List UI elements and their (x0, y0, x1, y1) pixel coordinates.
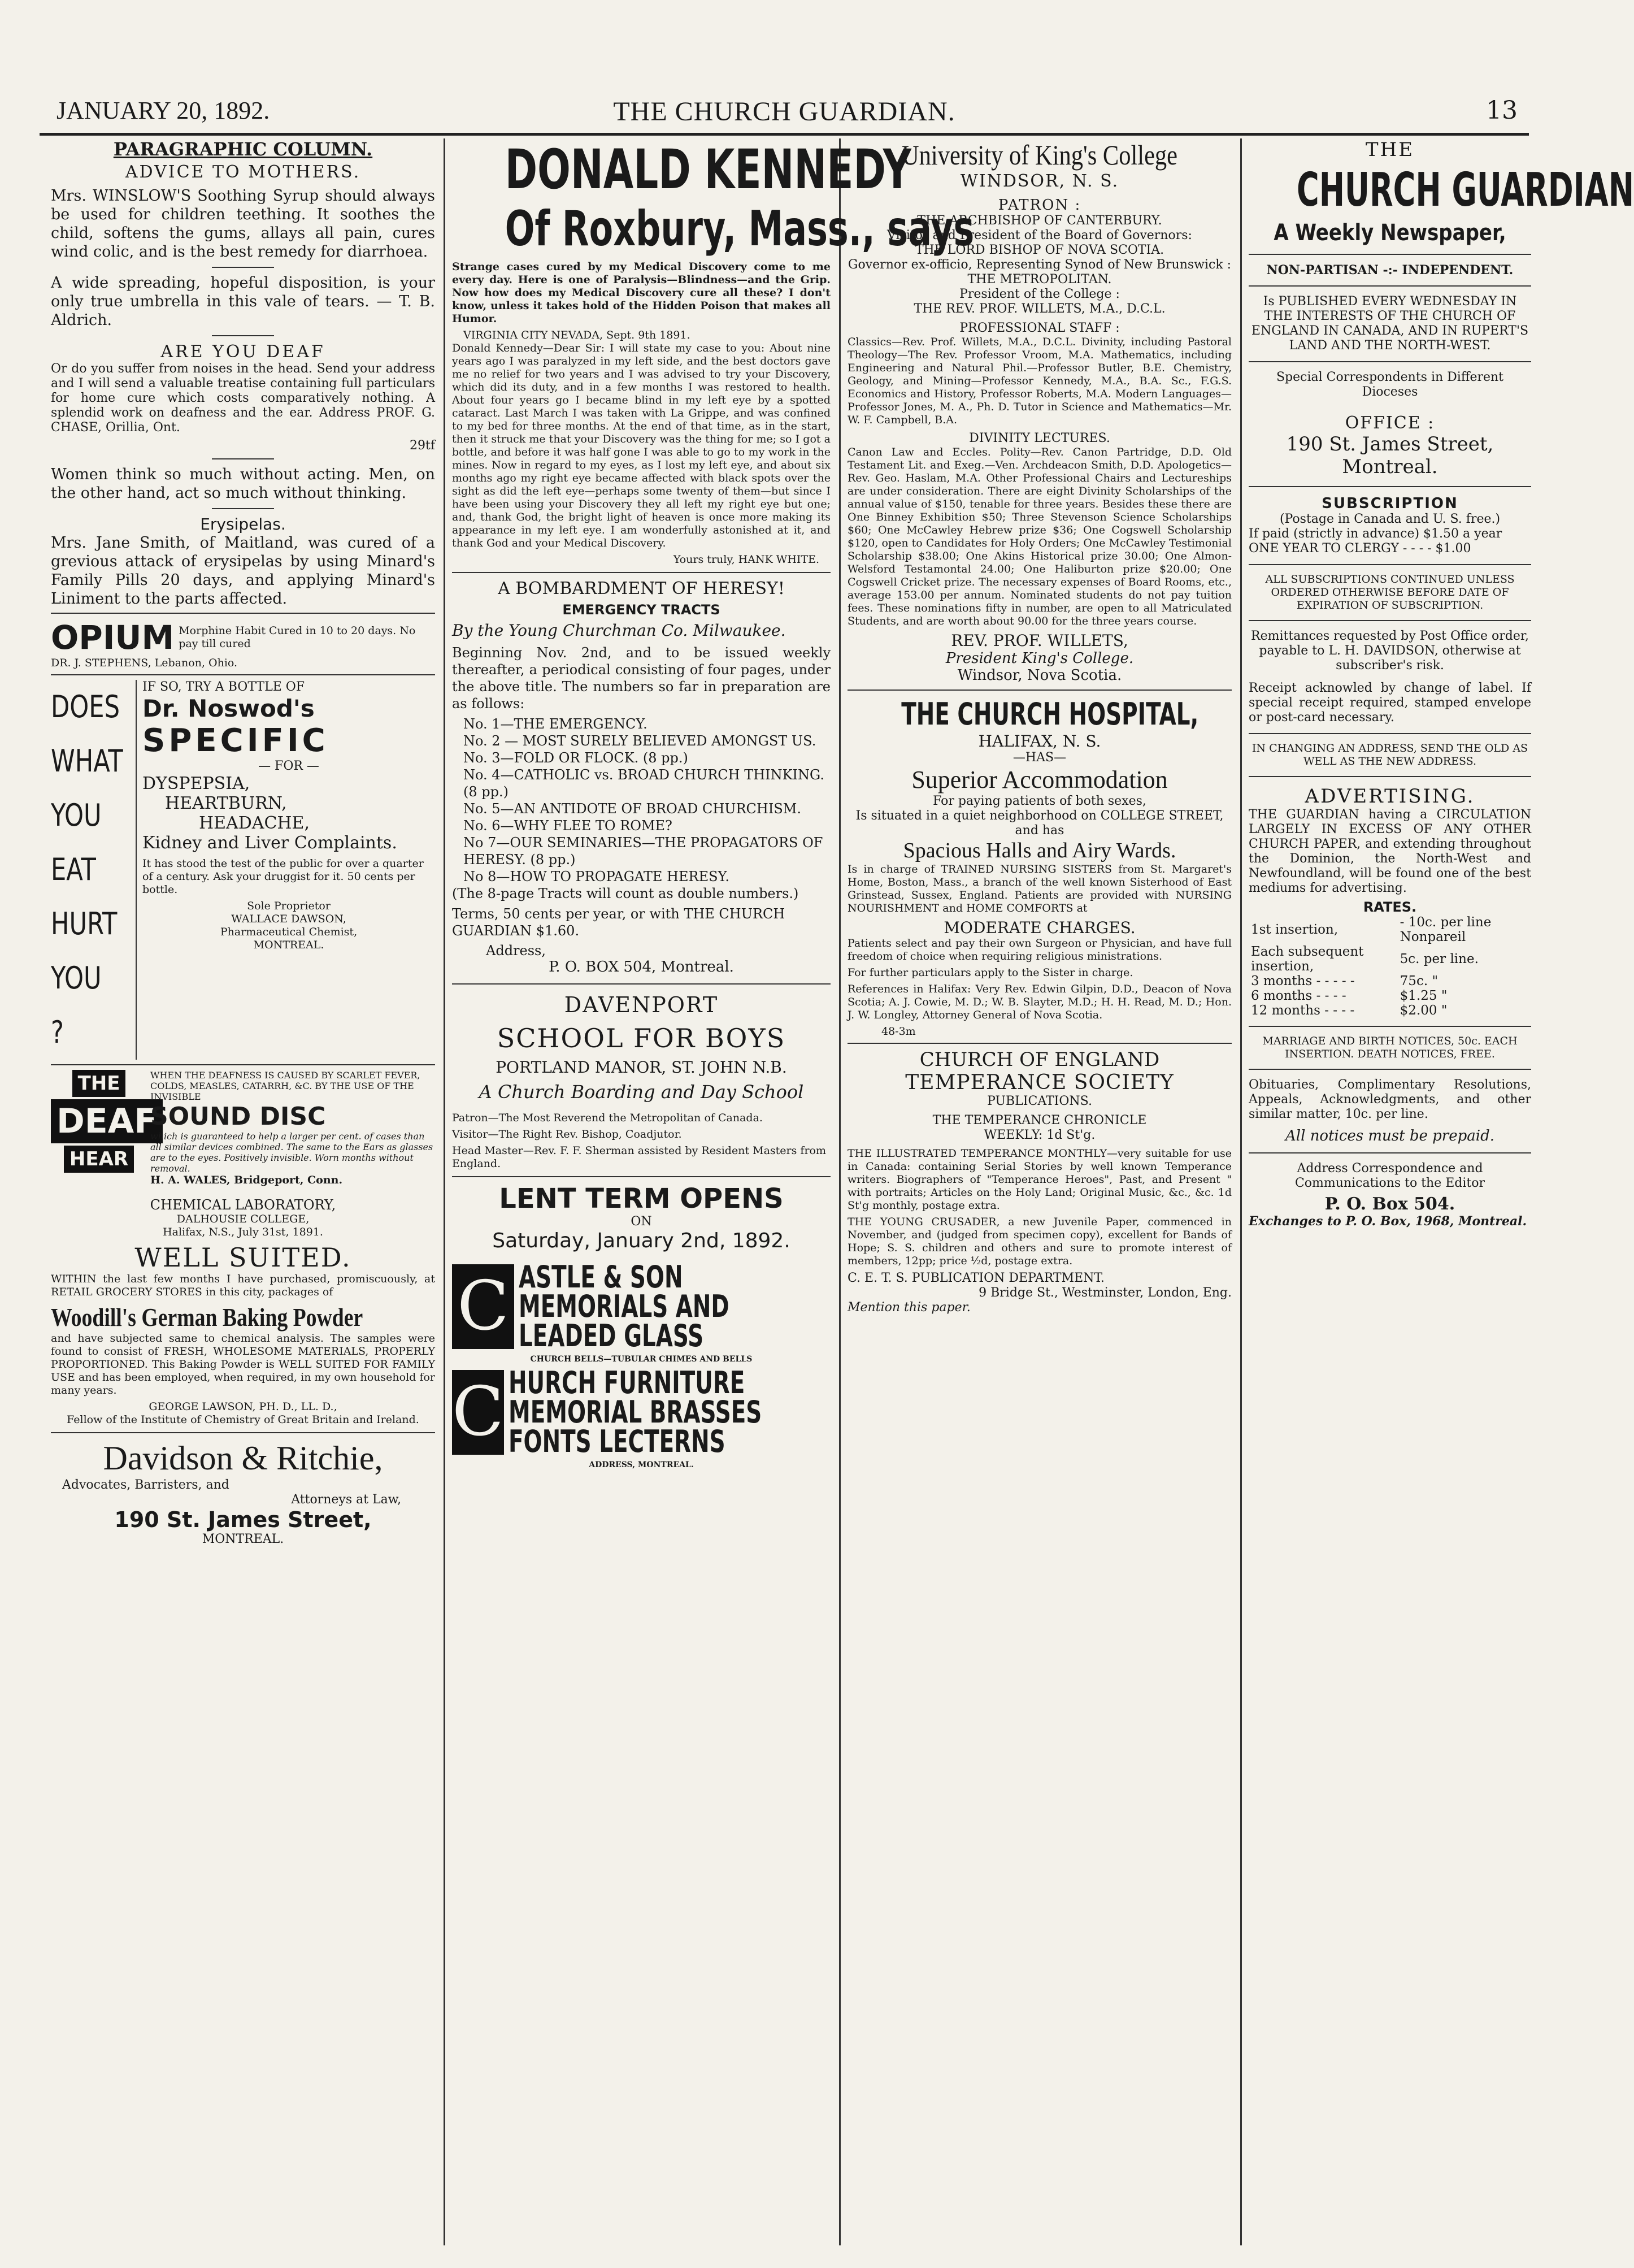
bishop-value: THE LORD BISHOP OF NOVA SCOTIA. (915, 243, 1164, 257)
all-subs-text: ALL SUBSCRIPTIONS CONTINUED UNLESS ORDERED OTHERWISE BEFORE DATE OF EXPIRATION OF SUBSCRIPTION. (1265, 573, 1515, 612)
erysipelas-title: Erysipelas. (200, 515, 286, 534)
church-line: HURCH FURNITURE (508, 1365, 745, 1400)
patron-value: THE ARCHBISHOP OF CANTERBURY. (917, 214, 1162, 228)
woodill-text: and have subjected same to chemical analysis. The samples were found to consist of FRESH, WHOLESOME MATERIALS, PROPERLY PROPORTIONED. This Baking Powder is WELL SUITED FOR FAMILY USE and has been employed, when required, in my own household for many years. (51, 1332, 435, 1397)
chemical-lab-sub: DALHOUSIE COLLEGE, (176, 1213, 310, 1225)
list-item: No. 5—AN ANTIDOTE OF BROAD CHURCHISM. (463, 801, 801, 817)
separator (212, 267, 274, 268)
weekly-line: WEEKLY: 1d St'g. (984, 1128, 1096, 1142)
column-1 (51, 138, 435, 2257)
rates-table (1249, 915, 1531, 1018)
advertising-heading: ADVERTISING. (1305, 785, 1475, 808)
eat-word: EAT (51, 852, 96, 887)
receipt-text: Receipt acknowled by change of label. If special receipt required, stamped envelope or post-card necessary. (1249, 681, 1531, 725)
sound-disc-text: which is guaranteed to help a larger per cent. of cases than all similar devices combined. The same to the Ears as glasses are to the eyes. Positively invisible. Worn months without removal. (150, 1131, 433, 1174)
kennedy-text: Strange cases cured by my Medical Discovery come to me every day. Here is one of Paralysis—Blindness—and the Grip. Now how does my Medical Discovery cure all these? I don't know, unless it takes hold of the Hidden Poison that makes all Humor. (452, 261, 831, 325)
office-address: 190 St. James Street, Montreal. (1286, 433, 1494, 478)
address-correspondence: Address Correspondence and Communications to the Editor (1294, 1161, 1485, 1190)
has-line: —HAS— (1012, 751, 1067, 765)
davenport-title: DAVENPORT (564, 992, 719, 1017)
mention-line: Mention this paper. (848, 1300, 971, 1315)
noswod-item: Kidney and Liver Complaints. (142, 833, 397, 853)
well-suited-title: WELL SUITED. (134, 1242, 351, 1273)
opium-text: Morphine Habit Cured in 10 to 20 days. No pay till cured (179, 625, 416, 650)
column-divider (444, 138, 445, 2245)
windsor-line: WINDSOR, N. S. (960, 171, 1119, 191)
chemical-lab-date: Halifax, N.S., July 31st, 1891. (163, 1226, 323, 1238)
surgeon-text: Patients select and pay their own Surgeon or Physician, and have full freedom of choice when requiring religious ministrations. (848, 937, 1232, 962)
heresy-intro: Beginning Nov. 2nd, and to be issued weekly thereafter, a periodical consisting of four pages, under the above title. The numbers so far in preparation are as follows: (452, 645, 831, 712)
tracts-list (452, 715, 831, 885)
deaf-text: Or do you suffer from noises in the head. Send your address and I will send a valuable treatise containing full particulars for home cure which costs comparatively nothing. A splendid work on deafness and the ear. Address PROF. G. CHASE, Orillia, Ont. (51, 362, 435, 435)
davidson-address: 190 St. James Street, (114, 1507, 372, 1532)
does-what-column (51, 680, 137, 1060)
deaf-word: DEAF (51, 1099, 163, 1143)
noswod-ad (51, 680, 435, 1060)
church-line: MEMORIAL BRASSES (508, 1394, 762, 1430)
kennedy-name: DONALD KENNEDY (505, 138, 911, 201)
rates-heading: RATES. (1363, 899, 1417, 915)
issue-date: JANUARY 20, 1892. (57, 97, 270, 124)
sound-disc-title: SOUND DISC (150, 1102, 326, 1131)
masthead-title: THE CHURCH GUARDIAN. (613, 97, 955, 127)
table-row (1249, 915, 1531, 944)
divinity-text: Canon Law and Eccles. Polity—Rev. Canon Partridge, D.D. Old Testament Lit. and Exeg.—Ven. Archdeacon Smith, D.D. Apologetics—Rev. Geo. Haslam, M.A. Other Professional Chairs and Lectureships are under consideration. There are eight Divinity Scholarships of the annual value of $150, tenable for three years. Besides these there are One Binney Exhibition $50; Three Stevenson Science Scholarships $60; One McCawley Hebrew prize $36; One Cogswell Scholarship $120, open to Candidates for Holy Orders; One McCawley Testimonial Scholarship $38.00; One Akins Historical prize 30.00; One Almon-Welsford Testamontal 24.00; One Haliburton prize $20.00; One Cogswell Cricket prize. The necessary expenses of Board Rooms, etc., average 153.00 per annum. Nominated students do not pay tuition fees. These nominations fifty in number, are open to all Matriculated Students, and are worth about 90.00 for the three years course. (848, 446, 1232, 627)
metropolitan-value: THE METROPOLITAN. (967, 272, 1112, 287)
if-paid-line: If paid (strictly in advance) $1.50 a year (1249, 527, 1502, 541)
table-row (1249, 974, 1531, 988)
noswod-item: HEADACHE, (199, 813, 310, 833)
hospital-title-wrap (848, 696, 1232, 732)
noswod-chemist: Pharmaceutical Chemist, (220, 926, 358, 938)
table-cell: Each subsequent insertion, (1251, 944, 1364, 974)
column-3 (848, 138, 1232, 2257)
table-row (1249, 944, 1531, 974)
noswod-intro: IF SO, TRY A BOTTLE OF (142, 680, 305, 694)
table-row (1249, 988, 1531, 1003)
kings-title: University of King's College (901, 139, 1178, 171)
does-word: DOES (51, 689, 120, 725)
cofe-line: CHURCH OF ENGLAND (919, 1048, 1160, 1071)
noswod-text: It has stood the test of the public for over a quarter of a century. Ask your druggist for it. 50 cents per bottle. (142, 857, 424, 896)
roxbury-text: Of Roxbury, Mass., says (505, 201, 975, 257)
marriage-text: MARRIAGE AND BIRTH NOTICES, 50c. EACH INSERTION. DEATH NOTICES, FREE. (1262, 1035, 1518, 1060)
opium-address: DR. J. STEPHENS, Lebanon, Ohio. (51, 657, 238, 669)
what-word: WHAT (51, 743, 123, 779)
saturday-line: Saturday, January 2nd, 1892. (492, 1229, 790, 1252)
visitor-line: Visitor—The Right Rev. Bishop, Coadjutor. (452, 1128, 682, 1140)
table-cell: 75c. " (1400, 974, 1439, 988)
table-cell: $2.00 " (1400, 1003, 1448, 1018)
changing-text: IN CHANGING AN ADDRESS, SEND THE OLD AS WELL AS THE NEW ADDRESS. (1251, 742, 1528, 767)
list-item: No. 6—WHY FLEE TO ROME? (463, 818, 672, 834)
table-cell: - 10c. per line Nonpareil (1400, 915, 1492, 944)
davidson-sub2: Attorneys at Law, (291, 1493, 401, 1507)
church-furniture-ad (452, 1365, 831, 1459)
separator (212, 508, 274, 509)
weekly-newspaper: A Weekly Newspaper, (1274, 220, 1506, 246)
separator (212, 458, 274, 459)
list-item: No. 3—FOLD OR FLOCK. (8 pp.) (463, 750, 688, 766)
table-row (1249, 1003, 1531, 1018)
heresy-note: (The 8-page Tracts will count as double numbers.) (452, 886, 799, 901)
women-text: Women think so much without acting. Men, on the other hand, act so much without thinking. (51, 466, 435, 502)
noswod-item: HEARTBURN, (165, 793, 287, 813)
patron-line: Patron—The Most Reverend the Metropolitan of Canada. (452, 1112, 763, 1124)
opium-word: OPIUM (51, 618, 175, 657)
hurt-word: HURT (51, 906, 118, 942)
table-cell: 12 months - - - - (1251, 1003, 1355, 1018)
list-item: No. 2 — MOST SURELY BELIEVED AMONGST US. (463, 733, 816, 749)
kennedy-ad-title (452, 138, 911, 201)
charge-text: Is in charge of TRAINED NURSING SISTERS from St. Margaret's Home, Boston, Mass., a branch of the well known Sisterhood of East Grinstead, Sussex, England. Patients are provided with NURSING NOURISHMENT and HOME COMFORTS at (848, 863, 1232, 914)
page-header (40, 85, 1529, 130)
clergy-line: ONE YEAR TO CLERGY - - - - $1.00 (1249, 541, 1471, 556)
paragraphic-title: PARAGRAPHIC COLUMN. (113, 138, 373, 160)
noswod-name: Dr. Noswod's (142, 695, 315, 722)
castle-address: ADDRESS, MONTREAL. (589, 1460, 694, 1469)
nonpartisan: NON-PARTISAN -:- INDEPENDENT. (1266, 263, 1514, 277)
crusader-text: THE YOUNG CRUSADER, a new Juvenile Paper, commenced in November, and (judged from specimen copy), excellent for Bands of Hope; S. S. children and others and sure to promote interest of members, 12pp; price ½d, postage extra. (848, 1216, 1232, 1267)
situated-line: Is situated in a quiet neighborhood on COLLEGE STREET, and has (855, 809, 1224, 838)
woodill-title: Woodill's German Baking Powder (51, 1303, 363, 1332)
deaf-hear-logo (51, 1070, 158, 1173)
kennedy-letter: Donald Kennedy—Dear Sir: I will state my case to you: About nine years ago I was paralyzed in my left side, and the best doctors gave me no relief for two years and I was advised to try your Discovery, which did its duty, and in a few months I was restored to health. About four years go I became blind in my left eye by a spotted cataract. Last March I was taken with La Grippe, and was confined to my bed for three months. At the end of that time, as in the start, then it struck me that your Discovery was the thing for me; so I got a bottle, and before it was half gone I was able to go to my work in the mines. Now in regard to my eyes, as I lost my left eye, and about six months ago my right eye became affected with black spots over the sight as did the left eye—perhaps some twenty of them—but since I have been using your Discovery they all left my right eye but one; and, thank God, the bright light of heaven is once more making its appearance in my left eye. I am wonderfully astonished at it, and thank God and your Medical Discovery. (452, 342, 831, 549)
castle-ad (452, 1259, 831, 1354)
heresy-title: A BOMBARDMENT OF HERESY! (498, 579, 785, 599)
well-suited-text: WITHIN the last few months I have purchased, promiscuously, at RETAIL GROCERY STORES in this city, packages of (51, 1273, 435, 1298)
divinity-heading: DIVINITY LECTURES. (969, 431, 1110, 445)
paying-line: For paying patients of both sexes, (933, 794, 1146, 808)
davidson-sub: Advocates, Barristers, and (62, 1478, 229, 1492)
separator (212, 335, 274, 336)
published-text: Is PUBLISHED EVERY WEDNESDAY IN THE INTERESTS OF THE CHURCH OF ENGLAND IN CANADA, AND IN RUPERT'S LAND AND THE NORTH-WEST. (1251, 294, 1529, 353)
emergency-tracts: EMERGENCY TRACTS (562, 602, 720, 618)
sound-disc-ad (51, 1070, 435, 1187)
table-cell: 6 months - - - - (1251, 988, 1346, 1003)
deaf-title: ARE YOU DEAF (160, 342, 325, 362)
quote-text: A wide spreading, hopeful disposition, is your only true umbrella in this vale of tears. — T. B. Aldrich. (51, 274, 435, 329)
roxbury-line (452, 201, 975, 257)
governor-value: Governor ex-officio, Representing Synod of New Brunswick : (848, 258, 1232, 272)
kings-signature-place: Windsor, Nova Scotia. (957, 667, 1122, 684)
moderate-charges: MODERATE CHARGES. (944, 918, 1136, 937)
castle-initial: C (452, 1264, 514, 1349)
church-line: FONTS LECTERNS (508, 1424, 725, 1459)
school-title: SCHOOL FOR BOYS (497, 1023, 786, 1053)
page-number: 13 (1486, 96, 1518, 125)
castle-small: CHURCH BELLS—TUBULAR CHIMES AND BELLS (530, 1355, 753, 1364)
castle-line: MEMORIALS AND (519, 1289, 729, 1324)
kings-signature-title: President King's College. (945, 650, 1134, 667)
by-line: By the Young Churchman Co. Milwaukee. (452, 621, 786, 640)
exchanges-line: Exchanges to P. O. Box, 1968, Montreal. (1249, 1214, 1527, 1229)
president-label: President of the College : (959, 287, 1120, 301)
kennedy-letter-head: VIRGINIA CITY NEVADA, Sept. 9th 1891. (463, 329, 690, 341)
you2-word: YOU ? (51, 960, 102, 1050)
remittances-text: Remittances requested by Post Office order, payable to L. H. DAVIDSON, otherwise at subscriber's risk. (1251, 629, 1529, 673)
you-word: YOU (51, 797, 102, 833)
table-cell: 1st insertion, (1251, 922, 1339, 937)
kings-signature: REV. PROF. WILLETS, (951, 631, 1128, 650)
subscription-heading: SUBSCRIPTION (1322, 495, 1458, 512)
davidson-title: Davidson & Ritchie, (103, 1439, 383, 1477)
superior-accommodation: Superior Accommodation (911, 766, 1168, 793)
special-correspondents: Special Correspondents in Different Dioceses (1276, 370, 1504, 399)
noswod-name2: WALLACE DAWSON, (231, 913, 346, 925)
list-item: No 8—HOW TO PROPAGATE HERESY. (463, 869, 729, 884)
noswod-proprietor: Sole Proprietor (247, 900, 331, 912)
advice-text: Mrs. WINSLOW'S Soothing Syrup should always be used for children teething. It soothes the child, softens the gums, allays all pain, cures wind colic, and is the best remedy for diarrhoea. (51, 187, 435, 261)
sound-disc-header: WHEN THE DEAFNESS IS CAUSED BY SCARLET FEVER, COLDS, MEASLES, CATARRH, &C. BY THE USE OF THE INVISIBLE (150, 1070, 420, 1102)
further-text: For further particulars apply to the Sister in charge. (848, 966, 1133, 979)
table-cell: $1.25 " (1400, 988, 1448, 1003)
bridge-line: 9 Bridge St., Westminster, London, Eng. (979, 1286, 1232, 1300)
head-master-line: Head Master—Rev. F. F. Sherman assisted by Resident Masters from England. (452, 1144, 826, 1170)
kennedy-signature: Yours truly, HANK WHITE. (673, 553, 819, 566)
hospital-title: THE CHURCH HOSPITAL, (901, 696, 1199, 732)
postage-line: (Postage in Canada and U. S. free.) (1279, 512, 1501, 526)
heresy-box: P. O. BOX 504, Montreal. (549, 959, 734, 975)
advertising-text: THE GUARDIAN having a CIRCULATION LARGELY IN EXCESS OF ANY OTHER CHURCH PAPER, and extending throughout the Dominion, the North-West and Newfoundland, will be found one of the best mediums for advertising. (1249, 808, 1531, 895)
prepaid-line: All notices must be prepaid. (1285, 1128, 1494, 1144)
chemical-lab-title: CHEMICAL LABORATORY, (150, 1197, 336, 1213)
list-item: No 7—OUR SEMINARIES—THE PROPAGATORS OF HERESY. (8 pp.) (463, 835, 823, 868)
president-value: THE REV. PROF. WILLETS, M.A., D.C.L. (914, 302, 1166, 316)
pobox-line: P. O. Box 504. (1324, 1194, 1455, 1214)
references-code: 48-3m (881, 1025, 916, 1038)
heresy-address-label: Address, (486, 943, 546, 959)
patron-heading: PATRON : (998, 197, 1081, 214)
lawson-name: GEORGE LAWSON, PH. D., LL. D., (149, 1400, 337, 1413)
temperance-line: TEMPERANCE SOCIETY (905, 1071, 1174, 1094)
castle-line: ASTLE & SON (519, 1259, 683, 1295)
church-boarding: A Church Boarding and Day School (479, 1081, 804, 1103)
list-item: No. 4—CATHOLIC vs. BROAD CHURCH THINKING. (8 pp.) (463, 767, 824, 800)
cets-line: C. E. T. S. PUBLICATION DEPARTMENT. (848, 1271, 1105, 1285)
cg-title-wrap (1249, 161, 1634, 220)
noswod-body (137, 680, 435, 1060)
halifax-line: HALIFAX, N. S. (978, 732, 1101, 751)
the-word: THE (72, 1070, 126, 1097)
erysipelas-text: Mrs. Jane Smith, of Maitland, was cured of a grevious attack of erysipelas by using Minard's Family Pills 20 days, and applying Minard's Liniment to the parts affected. (51, 534, 435, 608)
lawson-title: Fellow of the Institute of Chemistry of Great Britain and Ireland. (67, 1413, 419, 1426)
visitor-value: Visitor and President of the Board of Governors: (887, 228, 1192, 242)
castle-line: LEADED GLASS (519, 1318, 704, 1354)
portland-line: PORTLAND MANOR, ST. JOHN N.B. (496, 1058, 787, 1077)
davidson-city: MONTREAL. (202, 1532, 284, 1546)
illustrated-text: THE ILLUSTRATED TEMPERANCE MONTHLY—very suitable for use in Canada: containing Serial Stories by well known Temperance writers. Biographers of "Temperance Heroes", Past, and Present " with portraits; Articles on the Holy Land; Original Music, &c., &c. 1d St'g monthly, postage extra. (848, 1147, 1232, 1212)
publications-line: PUBLICATIONS. (987, 1094, 1092, 1108)
noswod-for: — FOR — (258, 759, 319, 773)
hear-word: HEAR (64, 1146, 134, 1173)
table-cell: 3 months - - - - - (1251, 974, 1355, 988)
spacious-line: Spacious Halls and Airy Wards. (903, 839, 1176, 862)
column-4 (1249, 138, 1634, 2257)
references-text: References in Halifax: Very Rev. Edwin Gilpin, D.D., Deacon of Nova Scotia; A. J. Cowie, M. D.; W. B. Slayter, M.D.; H. H. Read, M. D.; Hon. J. W. Longley, Attorney General of Nova Scotia. (848, 983, 1232, 1021)
sound-disc-address: H. A. WALES, Bridgeport, Conn. (150, 1174, 343, 1186)
table-cell: 5c. per line. (1400, 952, 1479, 966)
deaf-code: 29tf (410, 439, 435, 453)
cg-title: CHURCH GUARDIAN (1297, 163, 1634, 217)
list-item: No. 1—THE EMERGENCY. (463, 716, 647, 732)
on-word: ON (631, 1215, 652, 1229)
the-label: THE (1365, 138, 1415, 161)
church-initial: C (452, 1370, 504, 1455)
lent-term-title: LENT TERM OPENS (499, 1183, 784, 1215)
opium-ad (51, 618, 435, 657)
column-divider (839, 138, 841, 2245)
header-rule (40, 133, 1529, 136)
noswod-specific: SPECIFIC (142, 722, 329, 759)
noswod-city: MONTREAL. (253, 939, 324, 951)
staff-text: Classics—Rev. Prof. Willets, M.A., D.C.L. Divinity, including Pastoral Theology—The Rev. Professor Vroom, M.A. Mathematics, including Engineering and Natural Phil.—Professor Butler, B.E. Chemistry, Geology, and Mining—Professor Kennedy, M.A., B.A. Sc., F.G.S. Economics and History, Professor Roberts, M.A. Modern Languages—Professor Jones, M. A., Ph. D. Tutor in Science and Mathematics—Mr. W. F. Campbell, B.A. (848, 336, 1232, 426)
office-label: OFFICE : (1345, 413, 1435, 433)
advice-title: ADVICE TO MOTHERS. (125, 162, 361, 182)
column-divider (1240, 138, 1242, 2245)
noswod-item: DYSPEPSIA, (142, 774, 250, 793)
staff-heading: PROFESSIONAL STAFF : (959, 321, 1120, 335)
obituaries-text: Obituaries, Complimentary Resolutions, Appeals, Acknowledgments, and other similar matter, 10c. per line. (1249, 1078, 1531, 1121)
heresy-terms: Terms, 50 cents per year, or with THE CHURCH GUARDIAN $1.60. (452, 906, 785, 939)
chronicle-line: THE TEMPERANCE CHRONICLE (932, 1113, 1147, 1128)
